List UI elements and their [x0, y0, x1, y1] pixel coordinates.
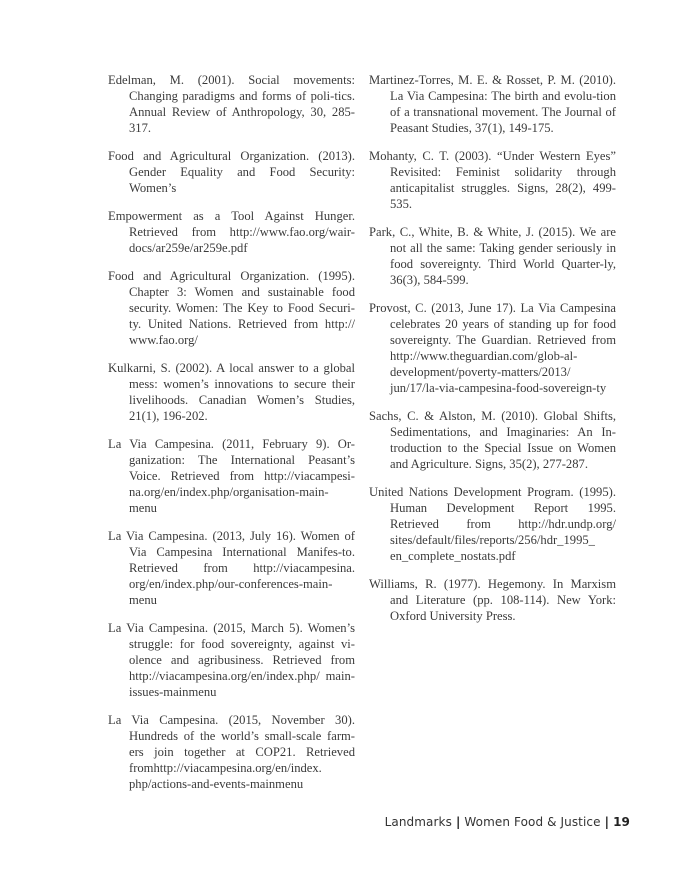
reference-entry: La Via Campesina. (2015, March 5). Women’s struggle: for food sovereignty, against vi-olence and agribusiness. Retrieved from http://viacampesina.org/en/index.php/ main-issues-mainmenu — [108, 621, 355, 699]
reference-entry: Kulkarni, S. (2002). A local answer to a global mess: women’s innovations to secure their livelihoods. Canadian Women’s Studies, 21(1), 196-202. — [108, 361, 355, 423]
reference-entry: La Via Campesina. (2011, February 9). Or-ganization: The International Peasant’s Voice. Retrieved from http://viacampesi-na.org/en/index.php/organisation-main-menu — [108, 437, 355, 515]
footer-separator: | — [604, 815, 610, 829]
footer-title: Women Food & Justice — [464, 815, 601, 829]
reference-entry: Provost, C. (2013, June 17). La Via Campesina celebrates 20 years of standing up for food sovereignty. The Guardian. Retrieved from http://www.theguardian.com/glob-al-development/poverty-matters/2013/ jun/17/la-via-campesina-food-sovereign-ty — [369, 301, 616, 395]
footer-separator: | — [455, 815, 461, 829]
reference-entry: La Via Campesina. (2015, November 30). Hundreds of the world’s small-scale farm-ers join together at COP21. Retrieved fromhttp://viacampesina.org/en/index. php/actions-and-events-mainmenu — [108, 713, 355, 791]
reference-entry: Park, C., White, B. & White, J. (2015). We are not all the same: Taking gender seriously in food sovereignty. Third World Quarter-ly, 36(3), 584-599. — [369, 225, 616, 287]
reference-entry: Mohanty, C. T. (2003). “Under Western Eyes” Revisited: Feminist solidarity through anticapitalist struggles. Signs, 28(2), 499-535. — [369, 149, 616, 211]
reference-entry: Empowerment as a Tool Against Hunger. Retrieved from http://www.fao.org/wair-docs/ar259e/ar259e.pdf — [108, 209, 355, 255]
reference-entry: Food and Agricultural Organization. (1995). Chapter 3: Women and sustainable food security. Women: The Key to Food Securi-ty. United Nations. Retrieved from http:// www.fao.org/ — [108, 269, 355, 347]
references-left-column — [108, 72, 355, 804]
reference-entry: Edelman, M. (2001). Social movements: Changing paradigms and forms of poli-tics. Annual Review of Anthropology, 30, 285-317. — [108, 73, 355, 135]
page-footer — [385, 815, 630, 829]
reference-entry: United Nations Development Program. (1995). Human Development Report 1995. Retrieved from http://hdr.undp.org/ sites/default/files/reports/256/hdr_1995_ en_complete_nostats.pdf — [369, 485, 616, 563]
references-right-column — [369, 72, 616, 636]
page-number: 19 — [613, 815, 630, 829]
reference-entry: Food and Agricultural Organization. (2013). Gender Equality and Food Security: Women’s — [108, 149, 355, 195]
reference-entry: La Via Campesina. (2013, July 16). Women of Via Campesina International Manifes-to. Retrieved from http://viacampesina. org/en/index.php/our-conferences-main-menu — [108, 529, 355, 607]
reference-entry: Sachs, C. & Alston, M. (2010). Global Shifts, Sedimentations, and Imaginaries: An In-troduction to the Special Issue on Women and Agriculture. Signs, 35(2), 277-287. — [369, 409, 616, 471]
footer-publication: Landmarks — [384, 815, 452, 829]
reference-entry: Martinez-Torres, M. E. & Rosset, P. M. (2010). La Via Campesina: The birth and evolu-tion of a transnational movement. The Journal of Peasant Studies, 37(1), 149-175. — [369, 73, 616, 135]
reference-entry: Williams, R. (1977). Hegemony. In Marxism and Literature (pp. 108-114). New York: Oxford University Press. — [369, 577, 616, 623]
